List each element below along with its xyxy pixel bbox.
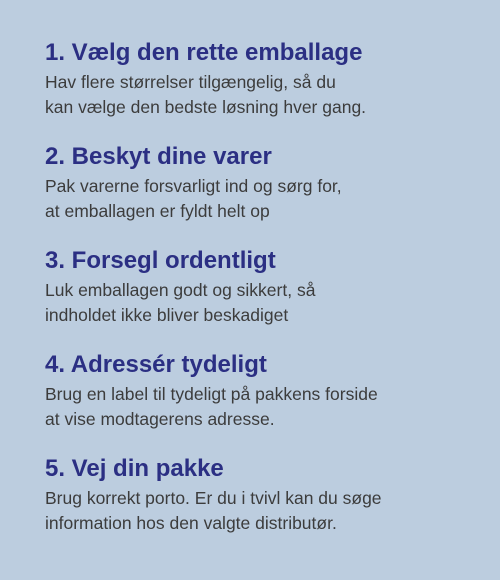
tip-line: Brug en label til tydeligt på pakkens forside: [45, 384, 378, 404]
tip-title: 3. Forsegl ordentligt: [45, 247, 276, 274]
tip-3: [45, 246, 476, 328]
tip-line: indholdet ikke bliver beskadiget: [45, 305, 289, 325]
tip-title: 2. Beskyt dine varer: [45, 143, 272, 170]
tip-line: Brug korrekt porto. Er du i tvivl kan du søge: [45, 488, 382, 508]
tip-line: Pak varerne forsvarligt ind og sørg for,: [45, 176, 342, 196]
tip-2: [45, 142, 476, 224]
tip-line: information hos den valgte distributør.: [45, 513, 337, 533]
tip-1: [45, 38, 476, 120]
tip-5: [45, 454, 476, 536]
tip-4: [45, 350, 476, 432]
tip-title: 5. Vej din pakke: [45, 455, 224, 482]
tip-line: kan vælge den bedste løsning hver gang.: [45, 97, 367, 117]
tip-description: [45, 278, 476, 328]
tip-line: Hav flere størrelser tilgængelig, så du: [45, 72, 336, 92]
tip-description: [45, 486, 476, 536]
tip-line: at emballagen er fyldt helt op: [45, 201, 270, 221]
tip-title: 4. Adressér tydeligt: [45, 351, 267, 378]
tip-title: 1. Vælg den rette emballage: [45, 39, 363, 66]
tip-description: [45, 382, 476, 432]
tip-line: Luk emballagen godt og sikkert, så: [45, 280, 316, 300]
tip-line: at vise modtagerens adresse.: [45, 409, 275, 429]
tip-description: [45, 70, 476, 120]
tip-description: [45, 174, 476, 224]
